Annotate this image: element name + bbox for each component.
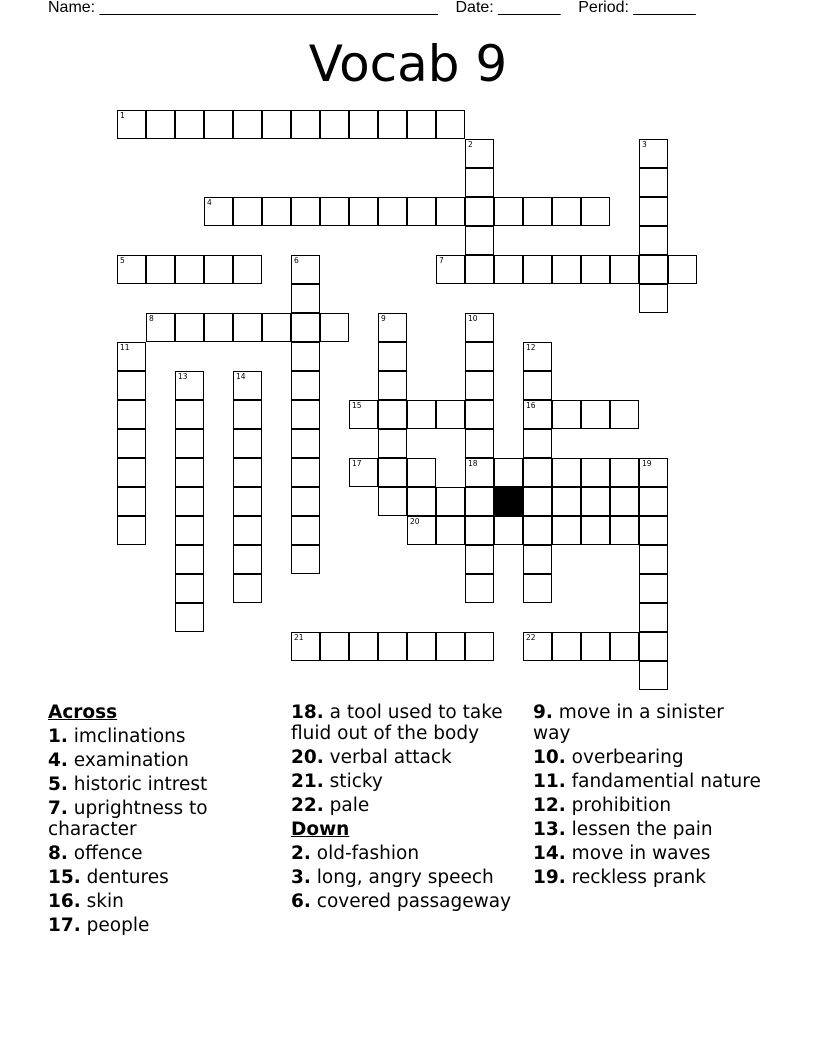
grid-cell[interactable] (204, 255, 233, 284)
clue-column-1 (48, 702, 278, 939)
clue-text: fandamential nature (571, 771, 761, 792)
clue-number: 4. (48, 750, 68, 771)
grid-cell[interactable] (378, 400, 407, 429)
clue-down-14 (533, 843, 765, 864)
grid-cell[interactable] (117, 400, 146, 429)
grid-cell[interactable] (233, 487, 262, 516)
grid-cell[interactable] (639, 139, 668, 168)
grid-cell[interactable] (494, 197, 523, 226)
clue-number-label: 22 (526, 633, 536, 642)
puzzle-title: Vocab 9 (308, 35, 508, 93)
clue-text: verbal attack (329, 747, 452, 768)
grid-cell[interactable] (291, 429, 320, 458)
grid-cell[interactable] (581, 487, 610, 516)
grid-cell[interactable] (378, 313, 407, 342)
grid-cell[interactable] (639, 574, 668, 603)
clue-number: 15. (48, 867, 81, 888)
clue-across-5 (48, 774, 278, 795)
clue-across-18 (291, 702, 523, 744)
clue-number-label: 1 (120, 111, 125, 120)
clue-text: prohibition (571, 795, 672, 816)
grid-cell[interactable] (378, 487, 407, 516)
grid-cell[interactable] (407, 400, 436, 429)
clue-text: old-fashion (316, 843, 420, 864)
grid-cell[interactable] (117, 110, 146, 139)
clue-number: 3. (291, 867, 311, 888)
grid-cell[interactable] (262, 110, 291, 139)
grid-cell[interactable] (523, 429, 552, 458)
grid-cell[interactable] (465, 632, 494, 661)
grid-cell[interactable] (552, 255, 581, 284)
clue-number: 17. (48, 915, 81, 936)
clue-text: people (86, 915, 150, 936)
clue-number: 11. (533, 771, 566, 792)
grid-cell[interactable] (465, 429, 494, 458)
grid-cell[interactable] (465, 400, 494, 429)
grid-cell[interactable] (175, 516, 204, 545)
grid-cell[interactable] (175, 545, 204, 574)
clue-number-label: 3 (642, 140, 647, 149)
clue-number-label: 21 (294, 633, 304, 642)
clue-down-11 (533, 771, 765, 792)
grid-cell[interactable] (465, 255, 494, 284)
grid-cell[interactable] (639, 545, 668, 574)
grid-cell[interactable] (639, 603, 668, 632)
grid-cell[interactable] (407, 110, 436, 139)
clue-number-label: 5 (120, 256, 125, 265)
grid-cell[interactable] (436, 255, 465, 284)
grid-cell[interactable] (175, 255, 204, 284)
grid-cell[interactable] (610, 516, 639, 545)
grid-cell[interactable] (175, 429, 204, 458)
clue-text: overbearing (571, 747, 684, 768)
grid-cell[interactable] (291, 313, 320, 342)
clue-number-label: 16 (526, 401, 536, 410)
grid-cell[interactable] (436, 110, 465, 139)
grid-cell[interactable] (407, 458, 436, 487)
grid-cell[interactable] (523, 545, 552, 574)
clue-text: historic intrest (73, 774, 208, 795)
grid-cell[interactable] (407, 632, 436, 661)
grid-cell[interactable] (552, 400, 581, 429)
grid-cell[interactable] (436, 516, 465, 545)
grid-cell[interactable] (639, 284, 668, 313)
grid-cell[interactable] (465, 516, 494, 545)
grid-cell[interactable] (175, 371, 204, 400)
clue-number: 12. (533, 795, 566, 816)
clue-number: 7. (48, 798, 68, 819)
grid-cell[interactable] (639, 632, 668, 661)
grid-cell[interactable] (291, 545, 320, 574)
grid-cell[interactable] (204, 313, 233, 342)
grid-cell[interactable] (233, 516, 262, 545)
clue-text: offence (73, 843, 143, 864)
grid-cell[interactable] (581, 197, 610, 226)
grid-cell[interactable] (552, 487, 581, 516)
clue-across-16 (48, 891, 278, 912)
grid-cell[interactable] (436, 632, 465, 661)
clue-text: skin (86, 891, 124, 912)
grid-cell[interactable] (494, 458, 523, 487)
grid-cell[interactable] (117, 371, 146, 400)
grid-cell[interactable] (233, 197, 262, 226)
grid-cell[interactable] (204, 110, 233, 139)
clue-number-label: 14 (236, 372, 246, 381)
grid-cell[interactable] (233, 429, 262, 458)
clue-down-10 (533, 747, 765, 768)
clue-number: 19. (533, 867, 566, 888)
grid-cell[interactable] (436, 487, 465, 516)
grid-cell[interactable] (639, 458, 668, 487)
grid-cell[interactable] (465, 313, 494, 342)
grid-cell[interactable] (117, 255, 146, 284)
header-fields: Name: ______________________________________ Date: _______ Period: _______ (48, 0, 696, 16)
grid-cell[interactable] (378, 458, 407, 487)
clue-across-7 (48, 798, 278, 840)
clue-number-label: 17 (352, 459, 362, 468)
clue-number: 8. (48, 843, 68, 864)
grid-cell[interactable] (465, 574, 494, 603)
grid-cell[interactable] (117, 487, 146, 516)
clue-number: 14. (533, 843, 566, 864)
grid-cell[interactable] (639, 168, 668, 197)
grid-cell[interactable] (233, 574, 262, 603)
clue-across-1 (48, 726, 278, 747)
across-heading: Across (48, 702, 118, 723)
clue-across-15 (48, 867, 278, 888)
grid-cell[interactable] (146, 255, 175, 284)
grid-cell[interactable] (523, 458, 552, 487)
grid-cell[interactable] (291, 197, 320, 226)
grid-cell[interactable] (175, 603, 204, 632)
grid-cell[interactable] (291, 110, 320, 139)
clue-text: lessen the pain (571, 819, 713, 840)
clue-number: 10. (533, 747, 566, 768)
grid-cell[interactable] (378, 197, 407, 226)
clue-text: pale (329, 795, 370, 816)
clue-text: imclinations (73, 726, 186, 747)
clue-across-4 (48, 750, 278, 771)
grid-cell[interactable] (465, 545, 494, 574)
grid-cell[interactable] (175, 110, 204, 139)
clue-text: covered passageway (316, 891, 512, 912)
clue-number-label: 4 (207, 198, 212, 207)
grid-cell[interactable] (581, 458, 610, 487)
grid-cell[interactable] (465, 139, 494, 168)
grid-cell[interactable] (320, 313, 349, 342)
grid-cell[interactable] (610, 400, 639, 429)
grid-cell[interactable] (639, 255, 668, 284)
clue-number-label: 20 (410, 517, 420, 526)
grid-cell[interactable] (523, 487, 552, 516)
clue-text: a tool used to take fluid out of the body (291, 702, 503, 744)
grid-cell[interactable] (291, 400, 320, 429)
grid-cell[interactable] (175, 400, 204, 429)
clue-number: 5. (48, 774, 68, 795)
grid-cell[interactable] (233, 545, 262, 574)
grid-cell[interactable] (291, 458, 320, 487)
grid-cell[interactable] (494, 255, 523, 284)
clue-down-9 (533, 702, 765, 744)
grid-cell[interactable] (117, 342, 146, 371)
clue-text: sticky (329, 771, 383, 792)
grid-cell[interactable] (610, 458, 639, 487)
grid-cell[interactable] (581, 400, 610, 429)
grid-cell[interactable] (552, 632, 581, 661)
grid-cell[interactable] (552, 197, 581, 226)
clue-across-22 (291, 795, 523, 816)
grid-cell[interactable] (291, 487, 320, 516)
grid-cell[interactable] (204, 197, 233, 226)
clue-number-label: 9 (381, 314, 386, 323)
clue-number-label: 15 (352, 401, 362, 410)
clue-number-label: 18 (468, 459, 478, 468)
clue-number: 6. (291, 891, 311, 912)
grid-cell[interactable] (262, 197, 291, 226)
clue-text: uprightness to character (48, 798, 208, 840)
clue-number: 9. (533, 702, 553, 723)
grid-cell[interactable] (523, 516, 552, 545)
clue-down-2 (291, 843, 523, 864)
grid-cell[interactable] (117, 458, 146, 487)
grid-cell[interactable] (465, 487, 494, 516)
grid-cell[interactable] (610, 487, 639, 516)
clue-number-label: 12 (526, 343, 536, 352)
down-heading: Down (291, 819, 350, 840)
grid-cell[interactable] (639, 661, 668, 690)
clue-number-label: 6 (294, 256, 299, 265)
grid-cell[interactable] (639, 487, 668, 516)
grid-cell[interactable] (465, 342, 494, 371)
grid-cell[interactable] (175, 313, 204, 342)
grid-cell[interactable] (523, 255, 552, 284)
grid-cell[interactable] (552, 458, 581, 487)
grid-cell[interactable] (117, 429, 146, 458)
grid-cell[interactable] (349, 400, 378, 429)
clue-number: 2. (291, 843, 311, 864)
grid-cell[interactable] (349, 110, 378, 139)
grid-cell[interactable] (320, 197, 349, 226)
grid-cell[interactable] (523, 197, 552, 226)
grid-cell[interactable] (378, 632, 407, 661)
clue-number: 21. (291, 771, 324, 792)
clue-number: 18. (291, 702, 324, 723)
grid-cell[interactable] (262, 313, 291, 342)
clue-number-label: 8 (149, 314, 154, 323)
clue-text: move in a sinister way (533, 702, 724, 744)
grid-cell[interactable] (291, 371, 320, 400)
grid-cell[interactable] (465, 458, 494, 487)
grid-cell[interactable] (523, 574, 552, 603)
grid-cell[interactable] (581, 516, 610, 545)
grid-cell[interactable] (291, 516, 320, 545)
grid-cell[interactable] (523, 632, 552, 661)
clue-down-12 (533, 795, 765, 816)
grid-cell[interactable] (378, 342, 407, 371)
grid-cell[interactable] (349, 458, 378, 487)
grid-cell[interactable] (233, 458, 262, 487)
grid-cell[interactable] (436, 197, 465, 226)
grid-cell[interactable] (465, 371, 494, 400)
black-cell (494, 487, 523, 516)
clue-text: examination (73, 750, 189, 771)
clue-number: 1. (48, 726, 68, 747)
clue-number: 13. (533, 819, 566, 840)
clue-number-label: 11 (120, 343, 130, 352)
clue-column-2 (291, 702, 523, 915)
clue-text: move in waves (571, 843, 711, 864)
grid-cell[interactable] (639, 226, 668, 255)
clue-number-label: 7 (439, 256, 444, 265)
grid-cell[interactable] (436, 400, 465, 429)
clue-across-17 (48, 915, 278, 936)
clue-number: 20. (291, 747, 324, 768)
grid-cell[interactable] (233, 371, 262, 400)
grid-cell[interactable] (668, 255, 697, 284)
grid-cell[interactable] (552, 516, 581, 545)
grid-cell[interactable] (378, 110, 407, 139)
grid-cell[interactable] (233, 400, 262, 429)
clue-number-label: 10 (468, 314, 478, 323)
clue-number-label: 2 (468, 140, 473, 149)
grid-cell[interactable] (465, 168, 494, 197)
grid-cell[interactable] (465, 226, 494, 255)
grid-cell[interactable] (581, 255, 610, 284)
grid-cell[interactable] (146, 110, 175, 139)
clue-text: reckless prank (571, 867, 706, 888)
grid-cell[interactable] (320, 632, 349, 661)
clue-text: long, angry speech (316, 867, 494, 888)
grid-cell[interactable] (639, 197, 668, 226)
clue-number: 22. (291, 795, 324, 816)
grid-cell[interactable] (320, 110, 349, 139)
grid-cell[interactable] (349, 197, 378, 226)
grid-cell[interactable] (407, 197, 436, 226)
grid-cell[interactable] (407, 487, 436, 516)
grid-cell[interactable] (349, 632, 378, 661)
clue-number: 16. (48, 891, 81, 912)
clue-text: dentures (86, 867, 169, 888)
grid-cell[interactable] (146, 313, 175, 342)
grid-cell[interactable] (465, 197, 494, 226)
clue-number-label: 13 (178, 372, 188, 381)
grid-cell[interactable] (291, 342, 320, 371)
clue-column-3 (533, 702, 765, 891)
grid-cell[interactable] (175, 458, 204, 487)
grid-cell[interactable] (291, 632, 320, 661)
grid-cell[interactable] (610, 255, 639, 284)
grid-cell[interactable] (291, 284, 320, 313)
grid-cell[interactable] (610, 632, 639, 661)
grid-cell[interactable] (175, 487, 204, 516)
grid-cell[interactable] (233, 255, 262, 284)
grid-cell[interactable] (291, 255, 320, 284)
grid-cell[interactable] (233, 110, 262, 139)
grid-cell[interactable] (523, 400, 552, 429)
grid-cell[interactable] (378, 429, 407, 458)
grid-cell[interactable] (581, 632, 610, 661)
grid-cell[interactable] (494, 516, 523, 545)
clue-number-label: 19 (642, 459, 652, 468)
clue-down-19 (533, 867, 765, 888)
grid-cell[interactable] (233, 313, 262, 342)
clue-down-13 (533, 819, 765, 840)
grid-cell[interactable] (378, 371, 407, 400)
grid-cell[interactable] (639, 516, 668, 545)
clue-across-20 (291, 747, 523, 768)
grid-cell[interactable] (175, 574, 204, 603)
clue-down-3 (291, 867, 523, 888)
grid-cell[interactable] (523, 371, 552, 400)
grid-cell[interactable] (117, 516, 146, 545)
clue-across-21 (291, 771, 523, 792)
grid-cell[interactable] (407, 516, 436, 545)
clue-across-8 (48, 843, 278, 864)
clue-down-6 (291, 891, 523, 912)
grid-cell[interactable] (523, 342, 552, 371)
